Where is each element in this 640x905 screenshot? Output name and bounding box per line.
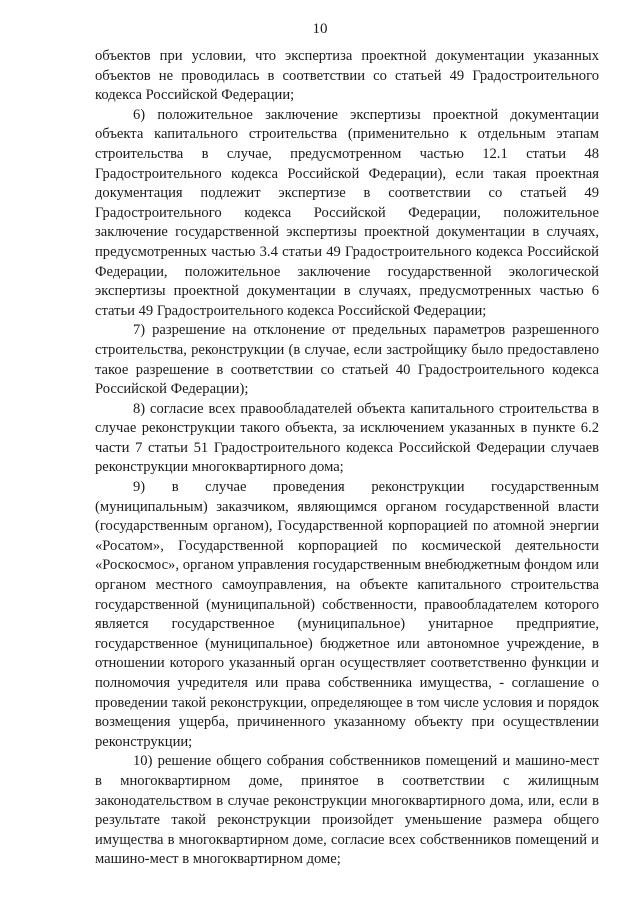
document-body [95, 47, 599, 870]
paragraph-continuation: объектов при условии, что экспертиза проектной документации указанных объектов не проводилась в соответствии со статьей 49 Градостроительного кодекса Российской Федерации; [95, 48, 599, 104]
page-number: 10 [312, 21, 328, 37]
paragraph-item-9: 9) в случае проведения реконструкции государственным (муниципальным) заказчиком, являющимся органом государственной власти (государственным органом), Государственной корпорацией по атомной энергии «Росатом», Государственной корпорацией по космической деятельности «Роскосмос», органом управления государственным внебюджетным фондом или органом местного самоуправления, на объекте капитального строительства государственной (муниципальной) собственности, правообладателем которого является государственное (муниципальное) унитарное предприятие, государственное (муниципальное) бюджетное или автономное учреждение, в отношении которого указанный орган осуществляет соответственно функции и полномочия учредителя или права собственника имущества, - соглашение о проведении такой реконструкции, определяющее в том числе условия и порядок возмещения ущерба, причиненного указанному объекту при осуществлении реконструкции; [95, 479, 599, 750]
paragraph-item-10: 10) решение общего собрания собственников помещений и машино-мест в многоквартирном доме, принятое в соответствии с жилищным законодательством в случае реконструкции многоквартирного дома, или, если в результате такой реконструкции произойдет уменьшение размера общего имущества в многоквартирном доме, согласие всех собственников помещений и машино-мест в многоквартирном доме; [95, 753, 599, 868]
paragraph-item-7: 7) разрешение на отклонение от предельных параметров разрешенного строительства, реконструкции (в случае, если застройщику было предоставлено такое разрешение в соответствии со статьей 40 Градостроительного кодекса Российской Федерации); [95, 322, 599, 398]
paragraph-item-6: 6) положительное заключение экспертизы проектной документации объекта капитального строительства (применительно к отдельным этапам строительства в случае, предусмотренном частью 12.1 статьи 48 Градостроительного кодекса Российской Федерации), если такая проектная документация подлежит экспертизе в соответствии со статьей 49 Градостроительного кодекса Российской Федерации, положительное заключение государственной экспертизы проектной документации в случаях, предусмотренных частью 3.4 статьи 49 Градостроительного кодекса Российской Федерации, положительное заключение государственной экологической экспертизы проектной документации в случаях, предусмотренных частью 6 статьи 49 Градостроительного кодекса Российской Федерации; [95, 106, 599, 319]
paragraph-item-8: 8) согласие всех правообладателей объекта капитального строительства в случае реконструкции такого объекта, за исключением указанных в пункте 6.2 части 7 статьи 51 Градостроительного кодекса Российской Федерации случаев реконструкции многоквартирного дома; [95, 400, 599, 476]
